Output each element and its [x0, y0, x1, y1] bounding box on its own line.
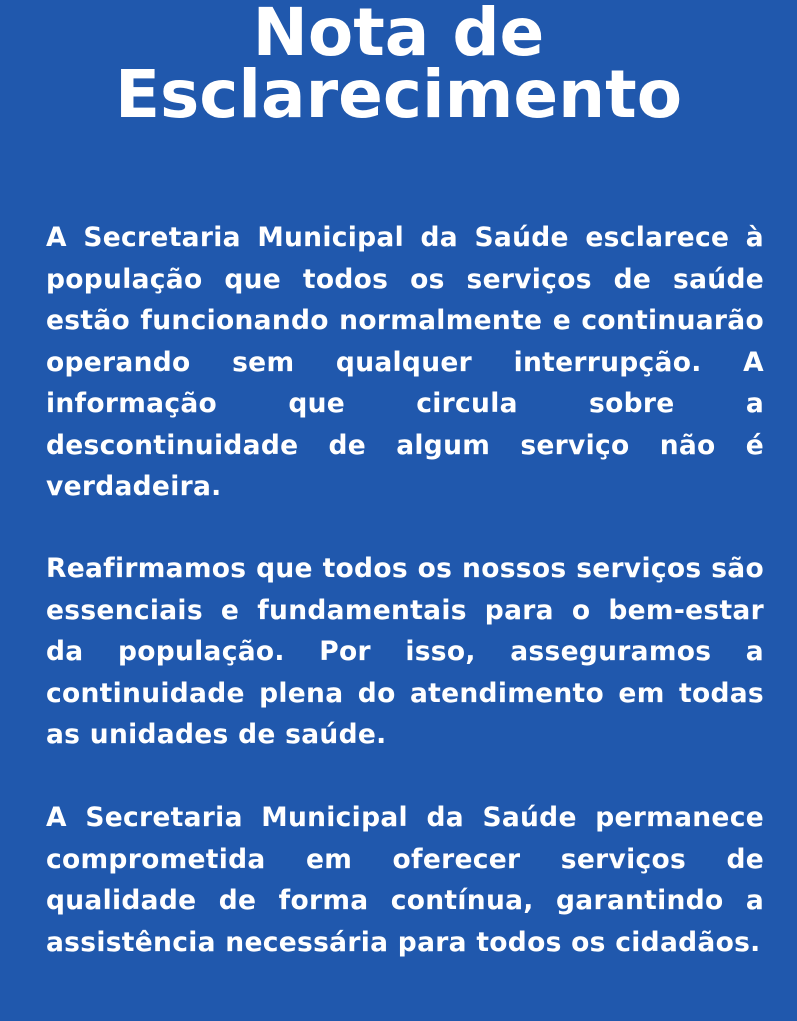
paragraph-commitment: A Secretaria Municipal da Saúde permanece comprometida em oferecer serviços de qualidade de forma contínua, garantindo a assistência necessária para todos os cidadãos. [46, 802, 764, 958]
title-line-2: Esclarecimento [114, 56, 683, 133]
paragraph-clarification: A Secretaria Municipal da Saúde esclarece à população que todos os serviços de saúde estão funcionando normalmente e continuarão operando sem qualquer interrupção. A informação que circula sobre a descontinuidade de algum serviço não é verdadeira. [46, 222, 764, 502]
page-title [0, 0, 797, 133]
paragraph-reaffirmation: Reafirmamos que todos os nossos serviços são essenciais e fundamentais para o bem-estar da população. Por isso, asseguramos a continuidade plena do atendimento em todas as unidades de saúde. [46, 553, 764, 750]
title-line-1: Nota de [252, 0, 545, 71]
